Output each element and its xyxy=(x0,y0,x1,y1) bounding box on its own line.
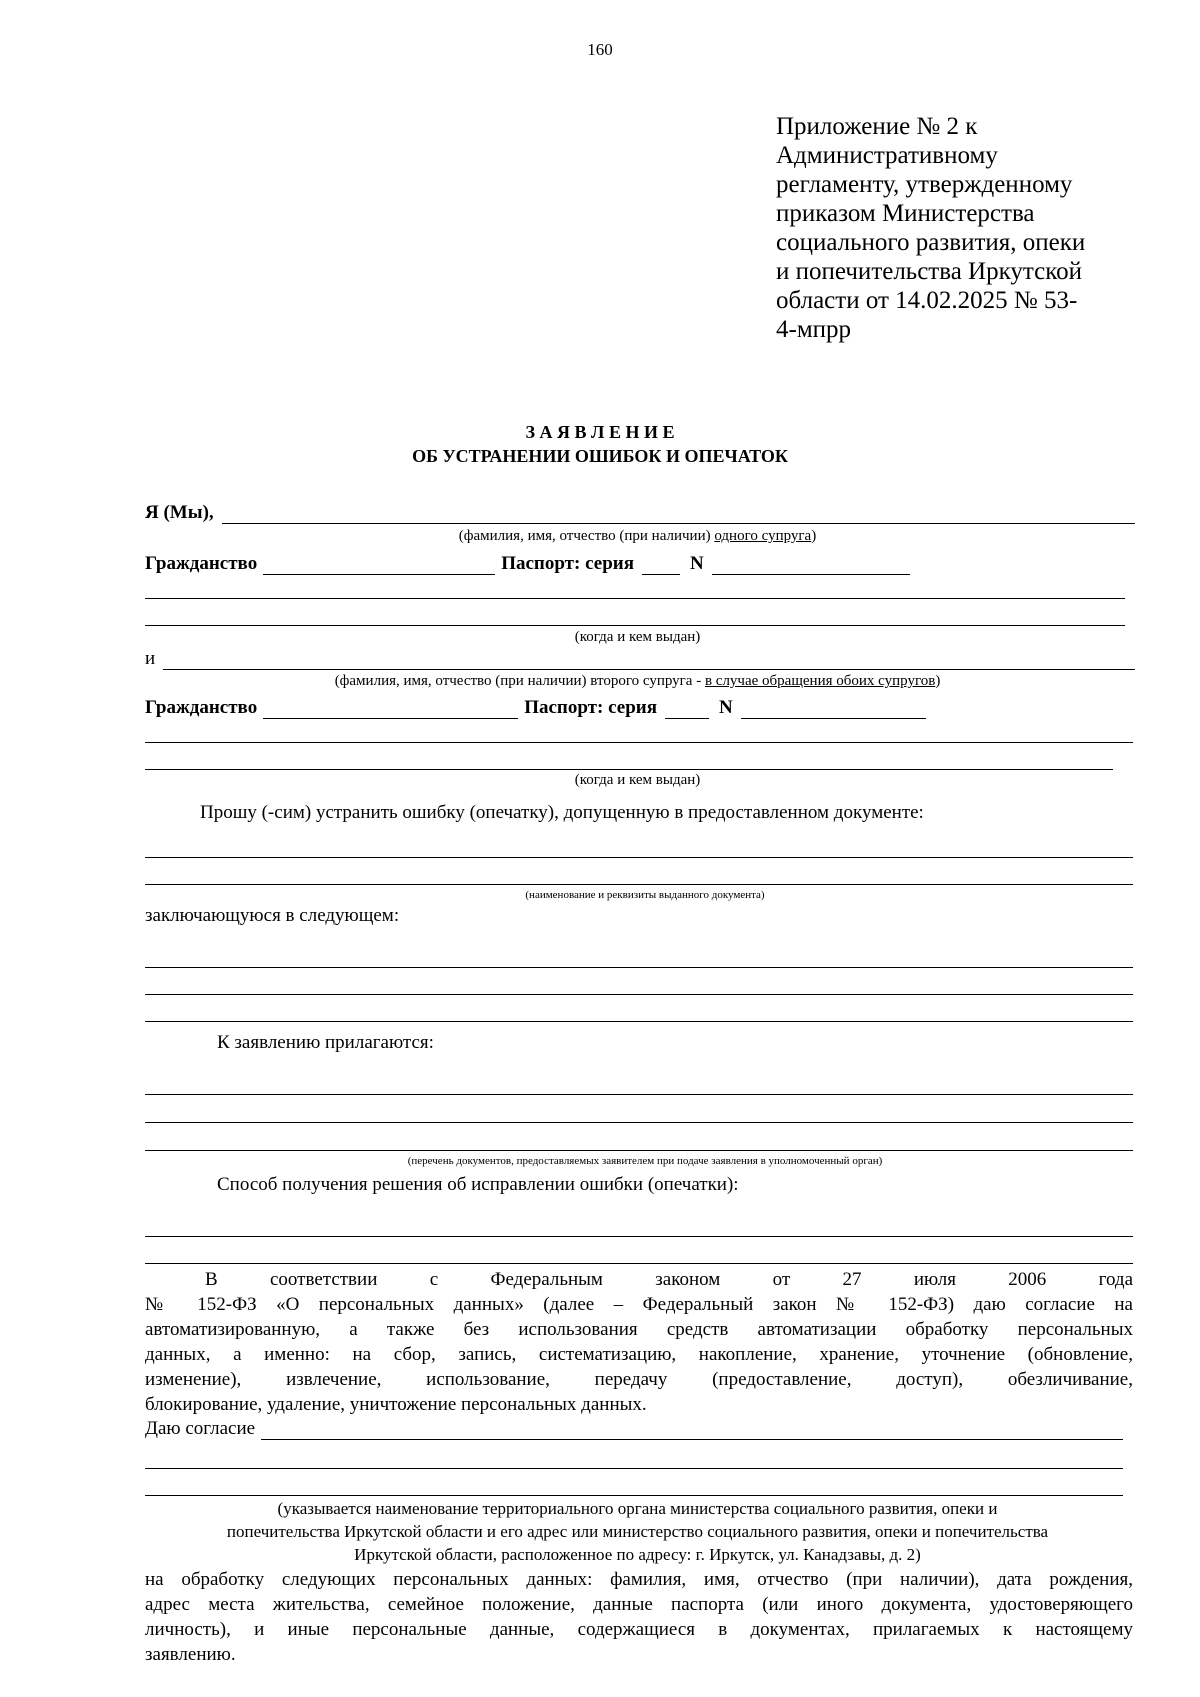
spouse1-issued-caption: (когда и кем выдан) xyxy=(574,629,701,645)
citizenship-label: Гражданство xyxy=(145,553,258,574)
passport-label: Паспорт xyxy=(501,553,575,574)
consent-line: автоматизированную, а также без использования средств автоматизации обработку персональных xyxy=(145,1319,1133,1340)
document-caption: (наименование и реквизиты выданного документа) xyxy=(525,889,765,901)
appendix-line: приказом Министерства xyxy=(776,200,1035,227)
spouse1-number-field[interactable] xyxy=(712,554,910,575)
spouse2-issued-line[interactable] xyxy=(145,742,1133,743)
document-line[interactable] xyxy=(145,857,1133,858)
appendix-line: социального развития, опеки xyxy=(776,229,1086,256)
spouse1-name-caption: (фамилия, имя, отчество (при наличии) одного супруга) xyxy=(458,528,817,544)
consent-organ-line[interactable] xyxy=(145,1495,1123,1496)
consent-organ-line[interactable] xyxy=(145,1468,1123,1469)
spouse1-issued-line[interactable] xyxy=(145,598,1125,599)
give-consent-label: Даю согласие xyxy=(145,1418,256,1439)
consisting-text: заключающуюся в следующем: xyxy=(145,905,400,926)
method-text: Способ получения решения об исправлении ошибки (опечатки): xyxy=(217,1174,739,1195)
spouse2-citizenship-field[interactable] xyxy=(263,698,518,719)
passport-label: Паспорт xyxy=(524,697,598,718)
appendix-line: области от 14.02.2025 № 53- xyxy=(776,287,1078,314)
processing-line: адрес места жительства, семейное положение, данные паспорта (или иного документа, удостоверяющего xyxy=(145,1594,1133,1615)
attachments-line[interactable] xyxy=(145,1150,1133,1151)
page-number: 160 xyxy=(587,40,613,59)
appendix-line: 4-мпрр xyxy=(776,316,852,343)
spouse2-passport-row xyxy=(145,697,926,719)
spouse1-label: Я (Мы), xyxy=(145,502,214,523)
appendix-header xyxy=(776,112,1136,344)
processing-paragraph xyxy=(145,1567,1133,1667)
series-label: : серия xyxy=(597,697,657,718)
error-description-line[interactable] xyxy=(145,967,1133,968)
attachments-text: К заявлению прилагаются: xyxy=(217,1032,434,1053)
consent-line: В соответствии с Федеральным законом от 27 июля 2006 года xyxy=(205,1269,1133,1290)
appendix-line: и попечительства Иркутской xyxy=(776,258,1082,285)
series-label: : серия xyxy=(574,553,634,574)
attachments-line[interactable] xyxy=(145,1122,1133,1123)
consent-line: блокирование, удаление, уничтожение персональных данных. xyxy=(145,1394,647,1415)
number-label: N xyxy=(718,697,733,718)
consent-line: № 152-ФЗ «О персональных данных» (далее – Федеральный закон № 152-ФЗ) даю согласие на xyxy=(145,1294,1133,1315)
organ-caption: (указывается наименование территориального органа министерства социального развития, опеки и попечительства Иркутской области и его адрес или министерство социального развития, опеки и попечительства Иркутской области, расположенное по адресу: г. Иркутск, ул. Канадзавы, д. 2) xyxy=(226,1499,1049,1564)
processing-line: личность), и иные персональные данные, содержащиеся в документах, прилагаемых к настоящему xyxy=(145,1619,1133,1640)
spouse1-passport-row xyxy=(145,553,910,575)
document-line[interactable] xyxy=(145,884,1133,885)
citizenship-label: Гражданство xyxy=(145,697,258,718)
attachments-caption: (перечень документов, предоставляемых заявителем при подаче заявления в уполномоченный орган) xyxy=(407,1155,883,1167)
error-description-line[interactable] xyxy=(145,994,1133,995)
method-line[interactable] xyxy=(145,1263,1133,1264)
appendix-line: Административному xyxy=(776,142,998,169)
consent-line: данных, а именно: на сбор, запись, систематизацию, накопление, хранение, уточнение (обновление, xyxy=(145,1344,1133,1365)
spouse2-series-field[interactable] xyxy=(665,698,709,719)
processing-line: на обработку следующих персональных данных: фамилия, имя, отчество (при наличии), дата рождения, xyxy=(145,1569,1133,1590)
spouse2-issued-caption: (когда и кем выдан) xyxy=(574,772,701,788)
consent-line: изменение), извлечение, использование, передачу (предоставление, доступ), обезличивание, xyxy=(145,1369,1133,1390)
document-title: З А Я В Л Е Н И Е xyxy=(525,422,675,442)
document-subtitle: ОБ УСТРАНЕНИИ ОШИБОК И ОПЕЧАТОК xyxy=(412,446,788,466)
error-description-line[interactable] xyxy=(145,1021,1133,1022)
spouse2-name-caption: (фамилия, имя, отчество (при наличии) второго супруга - в случае обращения обоих супругов) xyxy=(334,673,941,689)
spouse2-label: и xyxy=(145,648,156,669)
appendix-line: регламенту, утвержденному xyxy=(776,171,1073,198)
spouse2-name-field[interactable] xyxy=(163,649,1135,670)
consent-organ-field[interactable] xyxy=(261,1419,1123,1440)
spouse1-issued-line[interactable] xyxy=(145,625,1125,626)
consent-paragraph xyxy=(145,1267,1133,1417)
attachments-line[interactable] xyxy=(145,1094,1133,1095)
spouse2-issued-line[interactable] xyxy=(145,769,1113,770)
request-text: Прошу (-сим) устранить ошибку (опечатку), допущенную в предоставленном документе: xyxy=(200,802,924,823)
give-consent-row xyxy=(145,1418,1123,1440)
spouse1-name-field[interactable] xyxy=(222,503,1135,524)
spouse2-number-field[interactable] xyxy=(741,698,926,719)
processing-line: заявлению. xyxy=(145,1644,236,1665)
spouse1-series-field[interactable] xyxy=(642,554,680,575)
appendix-line: Приложение № 2 к xyxy=(776,113,978,140)
spouse1-citizenship-field[interactable] xyxy=(263,554,495,575)
number-label: N xyxy=(689,553,704,574)
method-line[interactable] xyxy=(145,1236,1133,1237)
spouse2-name-row xyxy=(145,648,1135,670)
spouse1-name-row xyxy=(145,502,1135,524)
